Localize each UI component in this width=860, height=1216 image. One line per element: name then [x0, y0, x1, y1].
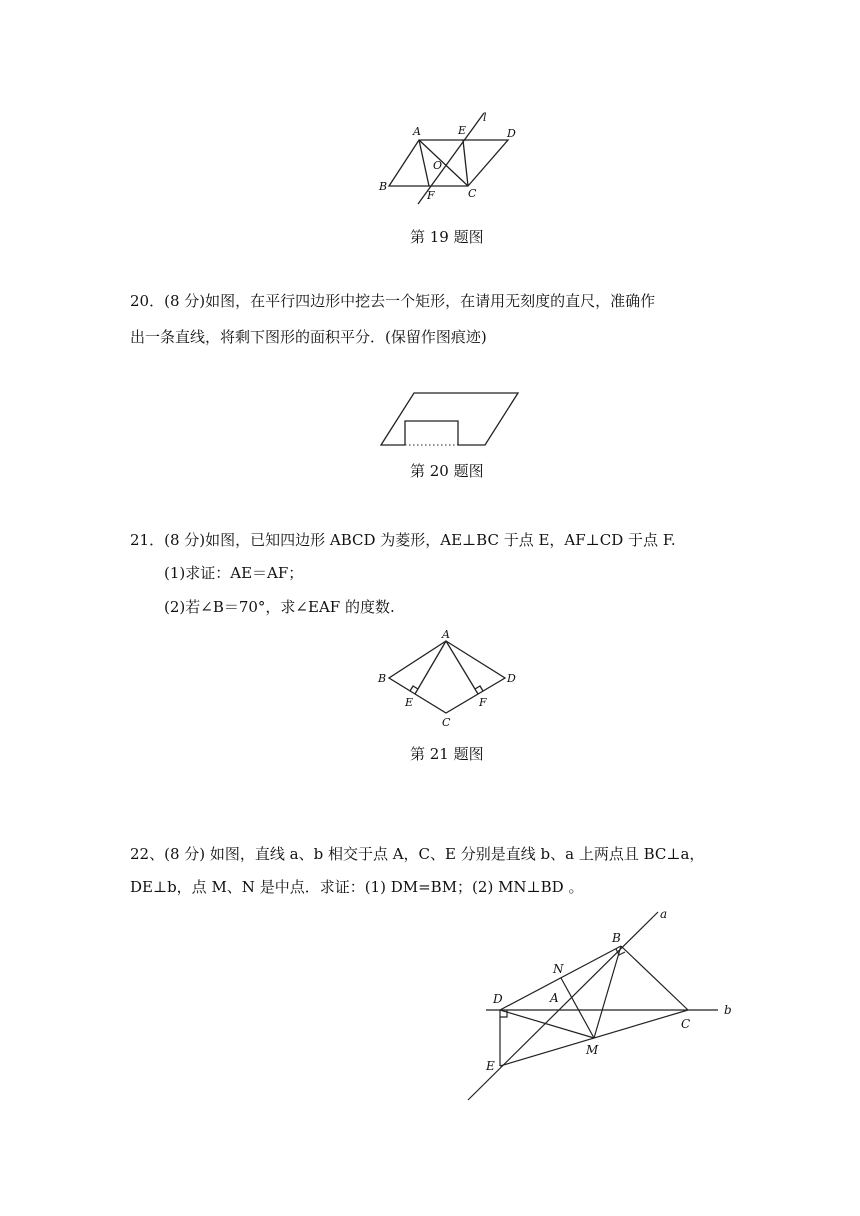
- fig22-label-b: b: [724, 1003, 732, 1017]
- fig19-label-e: E: [458, 124, 467, 137]
- fig19-label-d: D: [507, 127, 516, 140]
- fig19-label-f: F: [427, 189, 435, 202]
- fig22-label-d: D: [493, 992, 503, 1006]
- fig21-label-a: A: [442, 628, 450, 641]
- question-22-line-2: DE⊥b，点 M、N 是中点．求证：(1) DM=BM；(2) MN⊥BD 。: [130, 878, 584, 896]
- figure-20-caption: 第 20 题图: [410, 462, 484, 480]
- question-22-line-1: 22、(8 分) 如图，直线 a、b 相交于点 A，C、E 分别是直线 b、a 上两点且 BC⊥a，: [130, 845, 705, 863]
- fig21-label-c: C: [442, 716, 451, 729]
- fig21-label-d: D: [507, 672, 516, 685]
- fig19-label-o: O: [433, 159, 443, 172]
- fig19-label-c: C: [468, 187, 477, 200]
- fig19-label-l: l: [483, 111, 487, 124]
- fig22-label-big-a: A: [550, 991, 559, 1005]
- question-21-line-1: 21．(8 分)如图，已知四边形 ABCD 为菱形，AE⊥BC 于点 E，AF⊥CD 于点 F.: [130, 531, 676, 549]
- fig22-label-n: N: [553, 962, 564, 976]
- question-20-line-1: 20．(8 分)如图，在平行四边形中挖去一个矩形，在请用无刻度的直尺，准确作: [130, 292, 656, 310]
- figure-19-diagram: [370, 106, 530, 210]
- fig19-label-b: B: [379, 180, 388, 193]
- fig21-label-b: B: [378, 672, 387, 685]
- fig22-label-m: M: [586, 1043, 599, 1057]
- figure-22-diagram: [460, 906, 740, 1106]
- fig19-label-a: A: [413, 125, 421, 138]
- figure-20-diagram: [375, 388, 525, 450]
- question-21-part-2: (2)若∠B＝70°，求∠EAF 的度数.: [164, 598, 395, 616]
- question-20-line-2: 出一条直线，将剩下图形的面积平分．(保留作图痕迹): [130, 328, 487, 346]
- fig21-label-e: E: [405, 696, 414, 709]
- fig22-label-a: a: [660, 907, 668, 921]
- fig22-label-big-b: B: [612, 931, 621, 945]
- fig22-label-c: C: [681, 1017, 691, 1031]
- fig22-label-e: E: [486, 1059, 495, 1073]
- fig21-label-f: F: [479, 696, 487, 709]
- figure-19-caption: 第 19 题图: [410, 228, 484, 246]
- figure-21-diagram: [370, 626, 530, 730]
- question-21-part-1: (1)求证：AE＝AF；: [164, 564, 304, 582]
- figure-21-caption: 第 21 题图: [410, 745, 484, 763]
